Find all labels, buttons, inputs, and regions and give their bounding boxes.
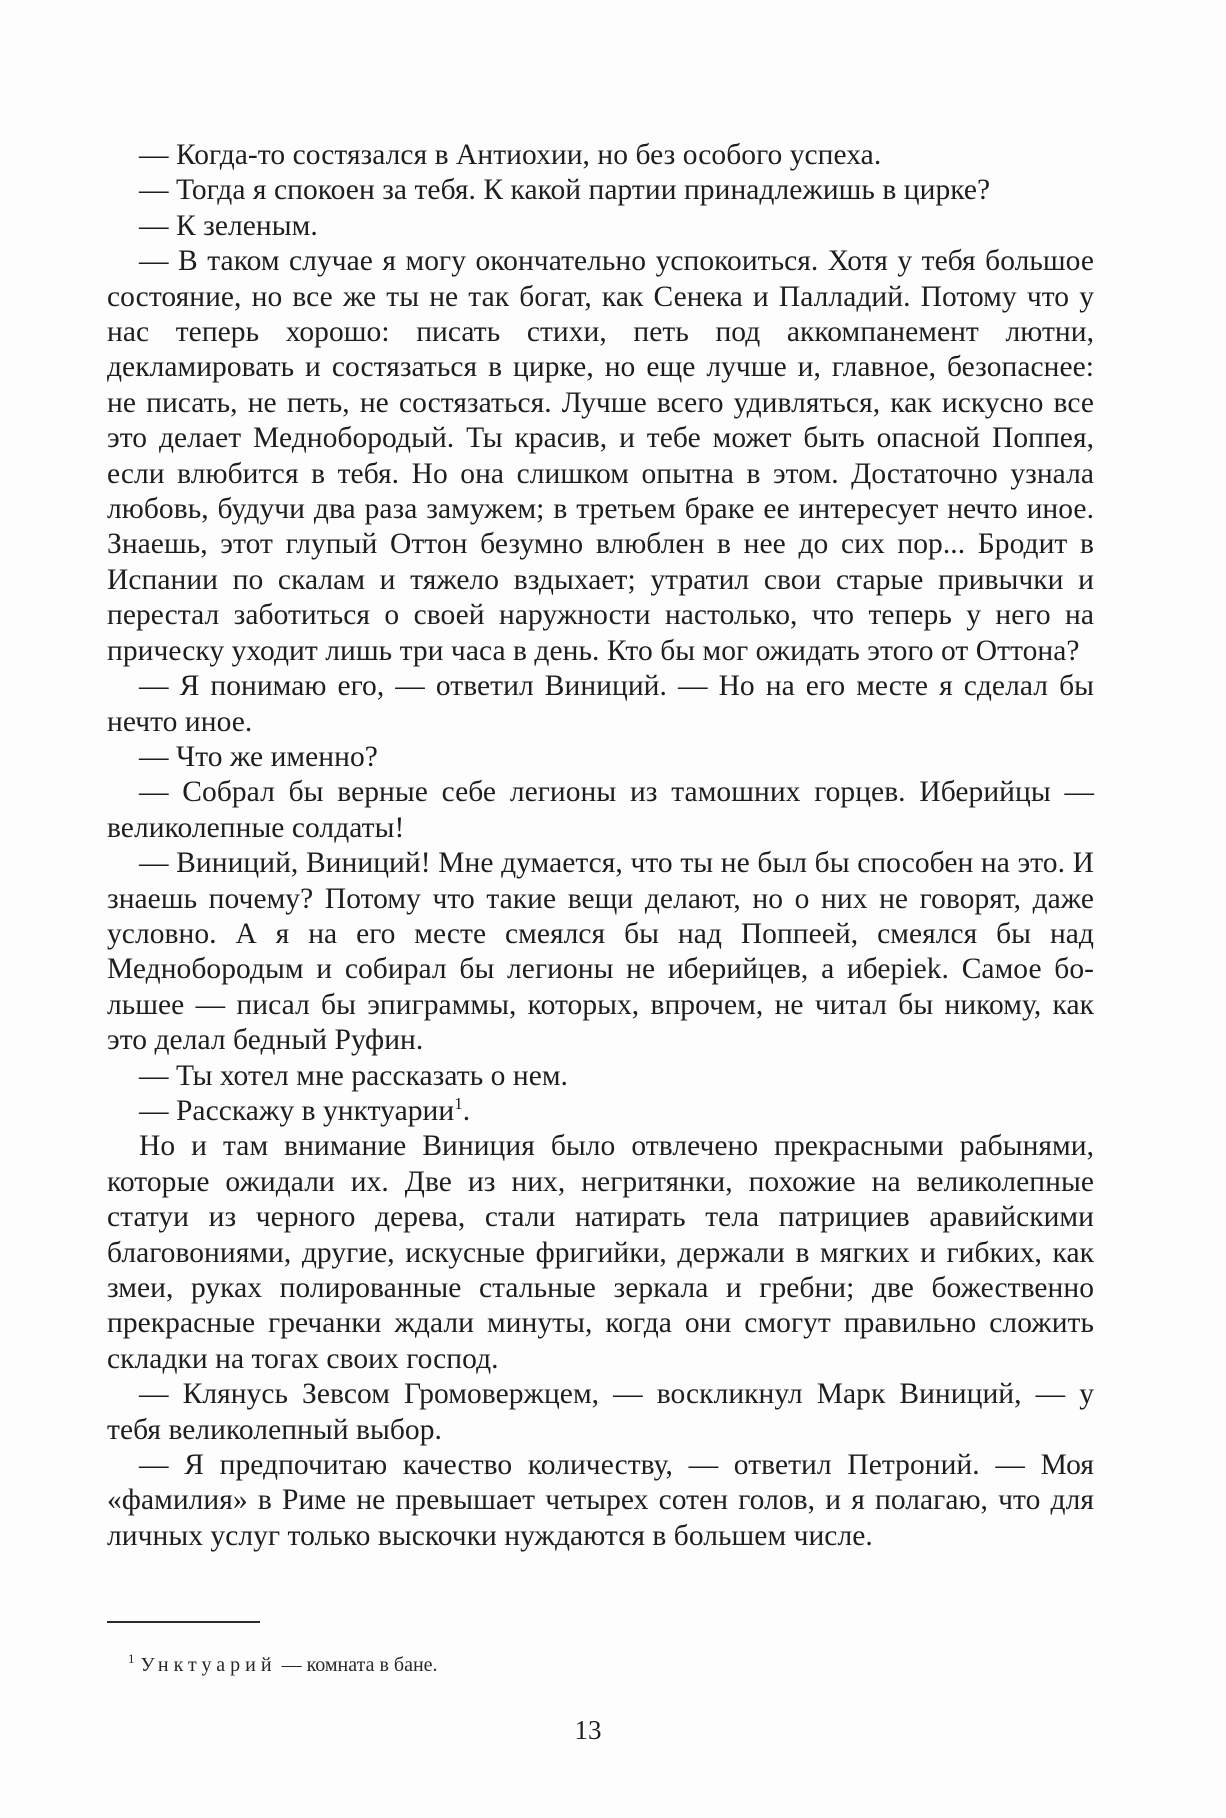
paragraph-6: — Что же именно? — [139, 740, 378, 773]
paragraph-10: — Расскажу в унктуарии$^1$. — [139, 1094, 471, 1127]
paragraph-7: — Собрал бы верные себе легионы из тамошних горцев. Иберийцы — великолепные солдаты! — [107, 776, 1094, 844]
footnote-text: — комната в бане. — [276, 1654, 438, 1676]
paragraph-2: — Тогда я спокоен за тебя. К какой партии принадлежишь в цирке? — [139, 174, 991, 207]
footnote-reference[interactable]: 1 — [454, 1094, 463, 1114]
footnote — [128, 1652, 1028, 1678]
paragraph-12: — Клянусь Зевсом Громовержцем, — воскликнул Марк Виниций, — у тебя великолепный выбор. — [107, 1378, 1094, 1446]
footnote-term: Унктуарий — [140, 1654, 277, 1676]
paragraph-8: — Виниций, Виниций! Мне думается, что ты не был бы способен на это. И знаешь почему? Потому что такие вещи делают, но о них не говорят, даже условно. А я на его месте смеялся бы над Поппеей, смеялся бы над Меднобородым и собирал бы легионы не иберийцев, а иберiek. Самое большее — писал бы эпиграммы, которых, впрочем, не читал бы никому, как это делал бедный Руфин. — [107, 847, 1094, 1057]
paragraph-3: — К зеленым. — [139, 209, 318, 242]
paragraph-10-text: — Расскажу в унктуарии — [139, 1094, 455, 1127]
main-text — [107, 138, 1094, 1554]
footnote-marker: 1 — [128, 1651, 135, 1667]
paragraph-13: — Я предпочитаю качество количеству, — ответил Петроний. — Моя «фамилия» в Риме не превышает четырех сотен голов, и я полагаю, что для личных услуг только выскочки нуждаются в большем числе. — [107, 1449, 1094, 1552]
paragraph-5: — Я понимаю его, — ответил Виниций. — Но на его месте я сделал бы нечто иное. — [107, 670, 1094, 738]
paragraph-4: — В таком случае я могу окончательно успокоиться. Хотя у тебя большое состояние, но все же ты не так богат, как Сенека и Палладий. Потому что у нас теперь хорошо: писать стихи, петь под аккомпанемент лютни, декламировать и состязаться в цирке, но еще лучше и, главное, безопаснее: не писать, не петь, не состязаться. Лучше всего удивляться, как искусно все это делает Меднобородый. Ты красив, и тебе может быть опасной Поппея, если влюбится в тебя. Но она слишком опытна в этом. Достаточно узнала любовь, будучи два раза замужем; в третьем браке ее интересует нечто иное. Знаешь, этот глупый Оттон безумно влюблен в нее до сих пор... Бродит в Испании по скалам и тяжело вздыхает; утратил свои старые привычки и перестал заботиться о своей наружности настолько, что теперь у него на прическу уходит лишь три часа в день. Кто бы мог ожидать этого от Оттона? — [107, 245, 1094, 667]
footnote-divider — [107, 1621, 260, 1623]
page-number: 13 — [574, 1715, 602, 1745]
paragraph-9: — Ты хотел мне рассказать о нем. — [139, 1059, 568, 1092]
paragraph-11: Но и там внимание Виниция было отвлечено прекрасными рабынями, которые ожидали их. Две из них, негритянки, похожие на великолепные статуи из черного дерева, стали натирать тела патрициев аравийскими благовониями, другие, искусные фригийки, держали в мягких и гибких, как змеи, руках полированные стальные зеркала и гребни; две божественно прекрасные гречанки ждали минуты, когда они смогут правильно сложить складки на тогах своих господ. — [107, 1130, 1094, 1375]
paragraph-1: — Когда-то состязался в Антиохии, но без особого успеха. — [139, 139, 882, 171]
